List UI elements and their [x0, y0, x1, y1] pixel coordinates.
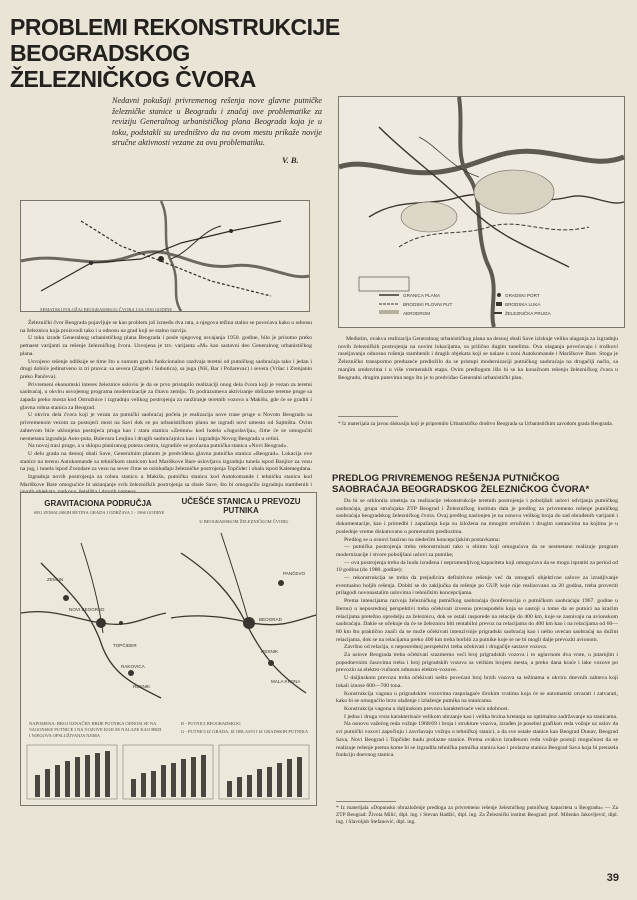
intro-signature: V. B. — [282, 155, 299, 165]
article-paragraph: Privremeni ekonomski interes železnice uslovio je da se prvo pristupilo realizaciji onog dela čvora koji je vezan za teretni saobraćaj, u okviru usvojenog programa modernizacije za čitavu zemlju. To podrazumeva aktiviranje obilaznе teretne pruge sa zapada preko mosta kod Ostružnice i izgradnju velikog postrojenja za ranžiranje teretnih vozova u Makišu, gde će se graditi i glavna robna stanica za Beograd. — [20, 381, 312, 411]
intro-text: Nedavni pokušaji privremenog rešenja nove glavne putničke železničke stanice u Beogradu i značaj ove problematike za reviziju Generalnog urbanističkog plana Beograda koja je u toku, podstakli su uredništvo da na ovom mestu prikaže novije stručne aktivnosti vezane za ovu problematiku. — [112, 96, 322, 148]
title-line-2: ŽELEZNIČKOG ČVORA — [10, 66, 256, 92]
section2-paragraph: Konstrukcija vagona u daljinskom prevozu karakterisaće veća udobnost. — [344, 705, 509, 712]
section2-paragraph: Da bi se otklonila smetnja za realizacije rekonstrukcije teretnih postrojenja i pobolјšali uslovi odvijanja putničkog saobraćaja, grupa stručnjaka ZTP Beograd i Železničkog instituta dala je predlog za privremeno rešenje putničkog saobraćaja beogradskog železničkog čvora. Ovaj predlog naslonjen je na osnovu velikog broja do sad obrađenih varijanti i dokumentacije, kao i primedbi i zapažanja koja su izložena na mnogim stručnim i drugim sastancima na kojima je u poslednje vreme diskutovano o pomenutim predlozima. — [336, 498, 618, 535]
title-line-1: PROBLEMI REKONSTRUKCIJE BEOGRADSKOG — [10, 14, 340, 66]
article-paragraph: Usvojeno rešenje odlikuje se time što u sumom gradu funkcionalno razdvaja teretni od putničkog saobraćaja tako i jedan i drugi dobiće jedinstveno iz tri pravca: sa severa (Zagreb i Subotica), sa juga (Niš, Bar i Požarevac) i severa (Vršac i Zrenjanin preko Pančeva). — [20, 358, 312, 380]
fig1-note: NAPOMENA: BROJ OZNAČEN BRIJE PUTNIKA ODNOSI SE NA VAGONSKE PUTNICE I NA VOZOVE KOJI SE NALAZE KAO BRZI I NJEGOVA OPSLUŽIVANJA NJIMA — [29, 721, 162, 738]
station-label: MALA KRSNA — [271, 679, 301, 684]
section2-body — [336, 498, 618, 798]
legend-item: BRODSKA LUKA — [505, 302, 541, 307]
section2-paragraph: Na osnovu važećeg reda vožnje 1968/69 i broja i strukture vozova, izrađen je posebni grafikon reda vožnje uz uslov da svi putnički vozovi započinju i završavaju vožnju u tehničkoj stanici, a da sve ostale stanice kao Beograd Dunav, Beograd Sava, Novi Beograd i Topčider budu prolazne stanice. Prema ovakvo izrađenom redu vožnje postoji mogućnost da se realizuje rešenje prema kome bi se izgradila tehnička putnička stanica kao i prolazna stanica Beograd Sava koja bi preuzela funkciju dnevnog stanica. — [336, 721, 618, 759]
article-paragraph: U delu grada na desnoj obali Save, Generalnim planom je predviđena glavna putnička stanica »Beograd«. Lokacija ove stanice na terenu Autokomande sa tehničkom stanicom kod Mariškove Bare uslovljava izgradnju tunela ispod Banjice za vezu na jug, i tunela ispod Zvezdare za vezu na sever čime se oslobađaju železničke postrojenja Topčider i obala ispod Kalemegdana. — [20, 450, 312, 473]
section2-paragraph: — putnička postrojenja treba rekonstruisati tako u obimu koji omogućava da se nesmetano realizuje program modernizacije i stvore pobolјšani uslovi za putnike; — [336, 544, 618, 558]
fig1-subtitle: SEG ZEMALJSKIH RETINA GRADA I ODRŽAVA 1 - 1966 GODINE — [33, 510, 165, 515]
article-paragraph: Međutim, ovakva realizacija Generalnog urbanističkog plana na desnoj obali Save iziskuje velika ulaganja za izgradnju novih železničkih postrojenja na novim lokacijama, sa prilično dugim tunelima. Ova ulaganja povećavaju i troškovi raseljavanja odnosno rušenja stambenih i drugih objekata koji se nalaze u zoni Autokomande i Mariškove Bare. Stoga je Železničko transportno preduzeće predložilo da se pristupi modernizaciji putničkog saobraćaja na drugačiji način, sa manjim sredstvima i u više vremenskih etapa. Ovim predlogom išlo bi se ka konačnom rešenju železničkog čvora u Beogradu, drugim putevima nego što je to predviđao Generalni urbanistički plan. — [338, 336, 618, 381]
section2-paragraph: U daljinskom prevozu treba očekivati nešto povećani broj brzih vozova sa težinama u okviru dnevnih zahteva koji lokali iznose 600—700 tona. — [336, 675, 618, 689]
station-label: TOPČIDER — [113, 643, 137, 648]
footnote-divider — [338, 416, 398, 417]
legend-item: AERODROM — [403, 311, 431, 316]
section2-paragraph: I jedna i druga vrsta karakterisaće velikom ubrzanje kao i velika brzina kretanja uz optimalno zadržavanje na stanicama. — [344, 713, 618, 720]
article-paragraph: Izgradnja novih postrojenja za robnu stanicu u Makišu, putničku stanicu kod Autokomande i tehničku stanicu kod Mariškove Bare omogućiće bi uklanjanje svih železničkih postrojenja sa obale Save, što bi omogućilo izgradnju stambenih i — [20, 474, 312, 488]
station-label: RESNIK — [261, 649, 279, 654]
article-paragraph: U toku izrade Generalnog urbanističkog plana Beograda i posle njegovog usvajanja 1950. godine, bilo je prisutno preko petnaest varijanti za rešenje železničkog čvora. Usvojena je tzv. varijanta »M« kao sastavni deo Generalnog urbanističkog plana. — [20, 335, 312, 357]
fig1-title: GRAVITACIONA PODRUČJA — [44, 499, 152, 508]
large-map — [338, 96, 625, 328]
legend-item: BRODSKI PLOVNI PUT — [403, 302, 453, 307]
section2-paragraph: Predlog se u osnovi bazirao na sledećim koncepcijskim postavkama: — [344, 536, 501, 543]
small-map-drawing — [21, 201, 309, 311]
section2-paragraph: Završno od relacija, u neposrednoj perspektivi treba očekivati i drugačije sastave vozova. — [344, 644, 548, 651]
station-label: ZEMUN — [47, 577, 64, 582]
station-label: RESNIK — [133, 684, 151, 689]
figures-diagrams — [21, 523, 316, 713]
fig2-title: UČEŠĆE STANICA U PREVOZU PUTNIKA — [181, 497, 301, 515]
footnote-1: * Iz materijala za javnu diskusiju koji je pripremilo Urbanističko društvo Beograda sa Urbanističkim zavodom grada Beograda. — [338, 421, 613, 427]
figures-box — [20, 492, 317, 806]
article-paragraph: Železnički čvor Beograda pojavljuje se kao problem još između dva rata, a njegova težina stalno se povećava kako u odnosu na železnicu koja proizvodi tako i u odnosu na grad koji se stalno razvija. — [20, 320, 312, 334]
section2-paragraph: — rekonstrukcija se treba da prejudicira definitivno rešenje već da omogući objektivne uslove za izradjivanje eventualno boljih rešenja. Dobiti se do zaključka da rešenje po GUP, koje nije realizovano za 20 godina, treba proveriti prilagodi novonastalim uslovima i tehničkim koncepcijama. — [336, 575, 618, 597]
station-label: PANČEVO — [283, 571, 306, 576]
large-map-drawing — [339, 97, 624, 327]
station-label: BEOGRAD — [259, 617, 282, 622]
page-number: 39 — [606, 872, 619, 884]
article-right-top — [338, 336, 618, 406]
article-paragraph: Na novoj trasi pruge, a u sklopu planiranog poteza centra, izgradiće se prolazna putnička stanica »Novi Beograd«. — [28, 443, 288, 450]
section2-paragraph: Konstrukcija vagona u prigradskim vozovima raspolagaće širokim vratima koja će se automatski otvarati i zatvarati, kako bi se omogućilo brzo ulaženje i izlaženje putnika na stanicama. — [336, 690, 618, 705]
legend-item: ŽELEZNIČKA PRUGA — [505, 311, 551, 316]
article-left-column — [20, 320, 312, 486]
station-label: RAKOVICA — [121, 664, 145, 669]
legend-item: GRANICA PLANA — [403, 293, 441, 298]
legend-item: GRADSKI PORT — [505, 293, 540, 298]
footnote-divider — [336, 801, 396, 802]
fig2-legend-g: G - PUTNICI IZ GRADA, IZ OBLASTI I IZ GRADSKIH PUTNIKA — [181, 729, 309, 734]
small-map — [20, 200, 310, 312]
fig2-subtitle: U BEOGRADSKOM ŽELEZNIČKOM ČVORU — [199, 519, 289, 524]
section2-paragraph: Za uslove Beograda treba očekivati srazmerno veći broj prigradskih vozova i to uglavnom dva vrste, u jutarnjim i popodnevnim časovima treba i broj prigradskih vozova sa velikim brojem mesta, a preko dana kraće i lake vozove po prevoziu sa elektro-vučnom odnosno elektro-vozove. — [336, 652, 618, 674]
station-label: NOVI BEOGRAD — [69, 607, 105, 612]
fig2-legend-b: B - PUTNICI BEOGRADSKOG — [181, 721, 241, 726]
article-paragraph: U okviru dela čvora koji je vezan za putnički saobraćaj počela je realizacija nove trase pruge u Novom Beogradu sa privremenom vezom za postojeći most na Savi dok se po urbanističkom planu ne izgradi novi umesto od Sajmišta. Ovim zahtevom biće uklonjena postojeća pruga kao i stara stanica »Zemun« kod hotela »Jugoslavija«, čime će se omogućiti nesmetana izgradnja Auto-puta, Bulevara Lenjina i drugih saobraćajnica kao i izgradnja Novog Beograda u celini. — [20, 412, 312, 442]
section2-paragraph: Prema intencijama razvoja železničkog putničkog saobraćaja (konferencija o putničkom saobraćaju 1967. godine u Bernu) u neposrednoj perspektivi treba očekivati izvesnu preraspodelu koja se sastoji u tome da se putnici na kraćim relacijama pretežno opredelju za železnicu, dok se ostali rasporede na relacije do 400 km, koje se zasnivaju na avionskom saobraćaju. Dakle se očekuje da će se železnicu biti rentabilni prevoz na relacijama do 400 km kao i na relacijama od 60—80 km što praktično znači da se može očekivati intenzivnije prigradski saobraćaj kao i nešto uvećan saobraćaj na dužim relacijama, dok se na relacijama preko 400 km treba borbiti za putnike koje se ne bi mogli dalje prevoziti avionom. — [336, 598, 618, 643]
footnote-2: * Iz materijala »Dopunsko obrazloženje predloga za privremeno rešenje železničkog putničkog kapaciteta u Beogradu« — Za ZTP Beograd: Života Milić, dipl. ing. i Stevan Hadžić, dipl. ing. Za Železnički institut Beograd: prof. Milenko Jakovljević, dipl. ing. i Slavoljub Stefanović, dipl. ing. — [336, 805, 618, 825]
bar-charts — [27, 745, 311, 801]
small-map-caption: ŠEMATSKI POLOŽAJ BEOGRADSKOG ČVORA I SA 1930 GODINE — [40, 307, 173, 312]
page-title — [10, 14, 450, 92]
section2-heading: PREDLOG PRIVREMENOG REŠENJA PUTNIČKOG SAOBRAĆAJA BEOGRADSKOG ŽELEZNIČKOG ČVORA* — [332, 473, 590, 495]
section2-paragraph: — ova postrojenja treba da budu izrađena i nepromenljivog kapaciteta koji omogućava da se mogu ispratiti za period od 10 godina (do 1980. godine); — [336, 559, 618, 574]
